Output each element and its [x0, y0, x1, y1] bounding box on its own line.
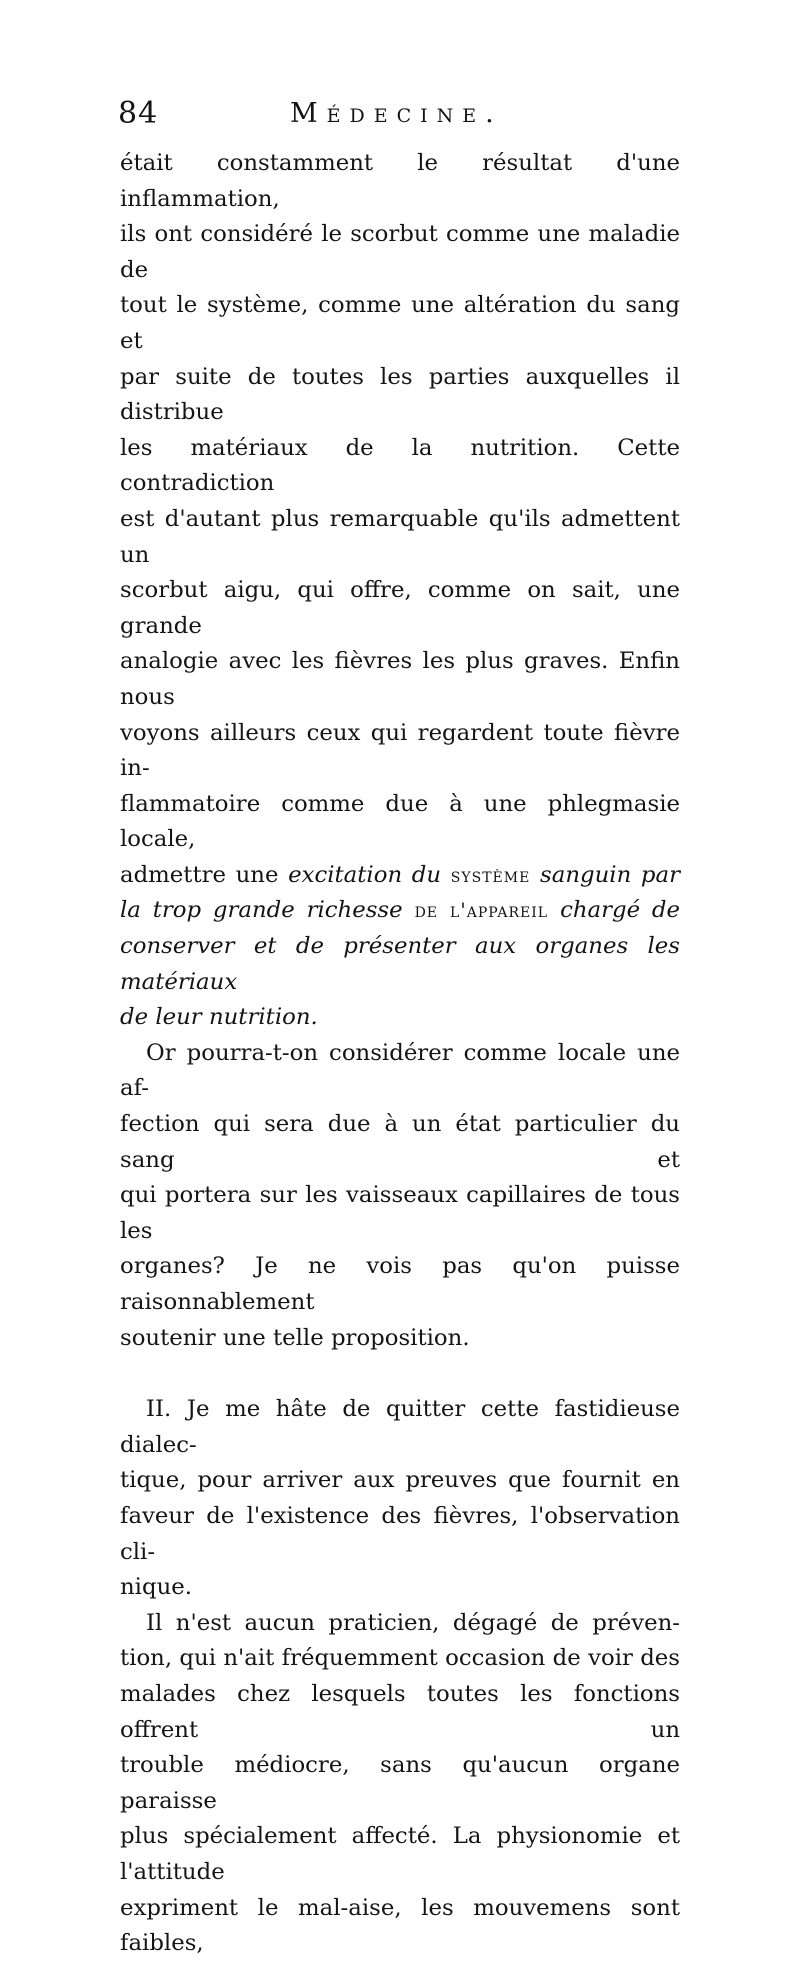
text-span: admettre une [120, 861, 289, 888]
text-line: expriment le mal-aise, les mouvemens sont faibles, [120, 1894, 680, 1957]
text-line: par suite de toutes les parties auxquelles il distribue [120, 363, 680, 426]
italic-span: chargé de [560, 897, 680, 924]
text-line: nique. [120, 1574, 192, 1601]
italic-span: de leur nutrition. [120, 1004, 318, 1031]
text-line: Il n'est aucun praticien, dégagé de préven- [146, 1609, 680, 1636]
text-line: II. Je me hâte de quitter cette fastidieuse dialec- [120, 1396, 680, 1458]
text-line: voyons ailleurs ceux qui regardent toute fièvre in- [120, 719, 680, 782]
text-line: flammatoire comme due à une phlegmasie locale, [120, 790, 680, 853]
page-header [112, 96, 672, 136]
text-line: faveur de l'existence des fièvres, l'observation cli- [120, 1502, 680, 1565]
paragraph-4 [120, 1606, 680, 1962]
text-line: tout le système, comme une altération du sang et [120, 292, 680, 354]
italic-span: conserver et de présenter aux organes les matériaux [120, 933, 680, 995]
text-line: tion, qui n'ait fréquemment occasion de voir des [120, 1645, 680, 1672]
italic-span: la trop grande richesse [120, 897, 403, 924]
italic-span: excitation du [288, 861, 442, 888]
text-line: scorbut aigu, qui offre, comme on sait, une grande [120, 577, 680, 639]
text-line: organes? Je ne vois pas qu'on puisse raisonnablement [120, 1253, 680, 1315]
text-line: plus spécialement affecté. La physionomie et l'attitude [120, 1823, 680, 1885]
running-title: Médecine. [290, 98, 503, 129]
text-line: était constamment le résultat d'une inflammation, [120, 150, 680, 212]
text-line: les matériaux de la nutrition. Cette contradiction [120, 434, 680, 497]
text-line: est d'autant plus remarquable qu'ils admettent un [120, 505, 680, 568]
paragraph-2 [120, 1036, 680, 1356]
paragraph-3 [120, 1392, 680, 1606]
text-line: fection qui sera due à un état particulier du sang et [120, 1111, 680, 1173]
page-number: 84 [118, 96, 159, 131]
text-line [120, 858, 680, 894]
paragraph-1 [120, 146, 680, 1036]
small-caps-span: système [441, 862, 541, 887]
text-line: tique, pour arriver aux preuves que fournit en [120, 1467, 680, 1494]
text-line: analogie avec les fièvres les plus graves. Enfin nous [120, 648, 680, 710]
text-line: trouble médiocre, sans qu'aucun organe paraisse [120, 1752, 680, 1814]
text-line: ils ont considéré le scorbut comme une maladie de [120, 221, 680, 283]
text-line: soutenir une telle proposition. [120, 1324, 470, 1351]
body-text [120, 146, 680, 1962]
text-line [120, 929, 680, 1000]
text-line: qui portera sur les vaisseaux capillaires de tous les [120, 1182, 680, 1244]
text-line [120, 1000, 680, 1036]
text-line: Or pourra-t-on considérer comme locale une af- [120, 1039, 680, 1102]
section-gap [120, 1356, 680, 1392]
small-caps-span: de l'appareil [402, 898, 561, 923]
text-line [120, 893, 680, 929]
italic-span: sanguin par [540, 861, 680, 888]
text-line: malades chez lesquels toutes les fonctions offrent un [120, 1680, 680, 1743]
